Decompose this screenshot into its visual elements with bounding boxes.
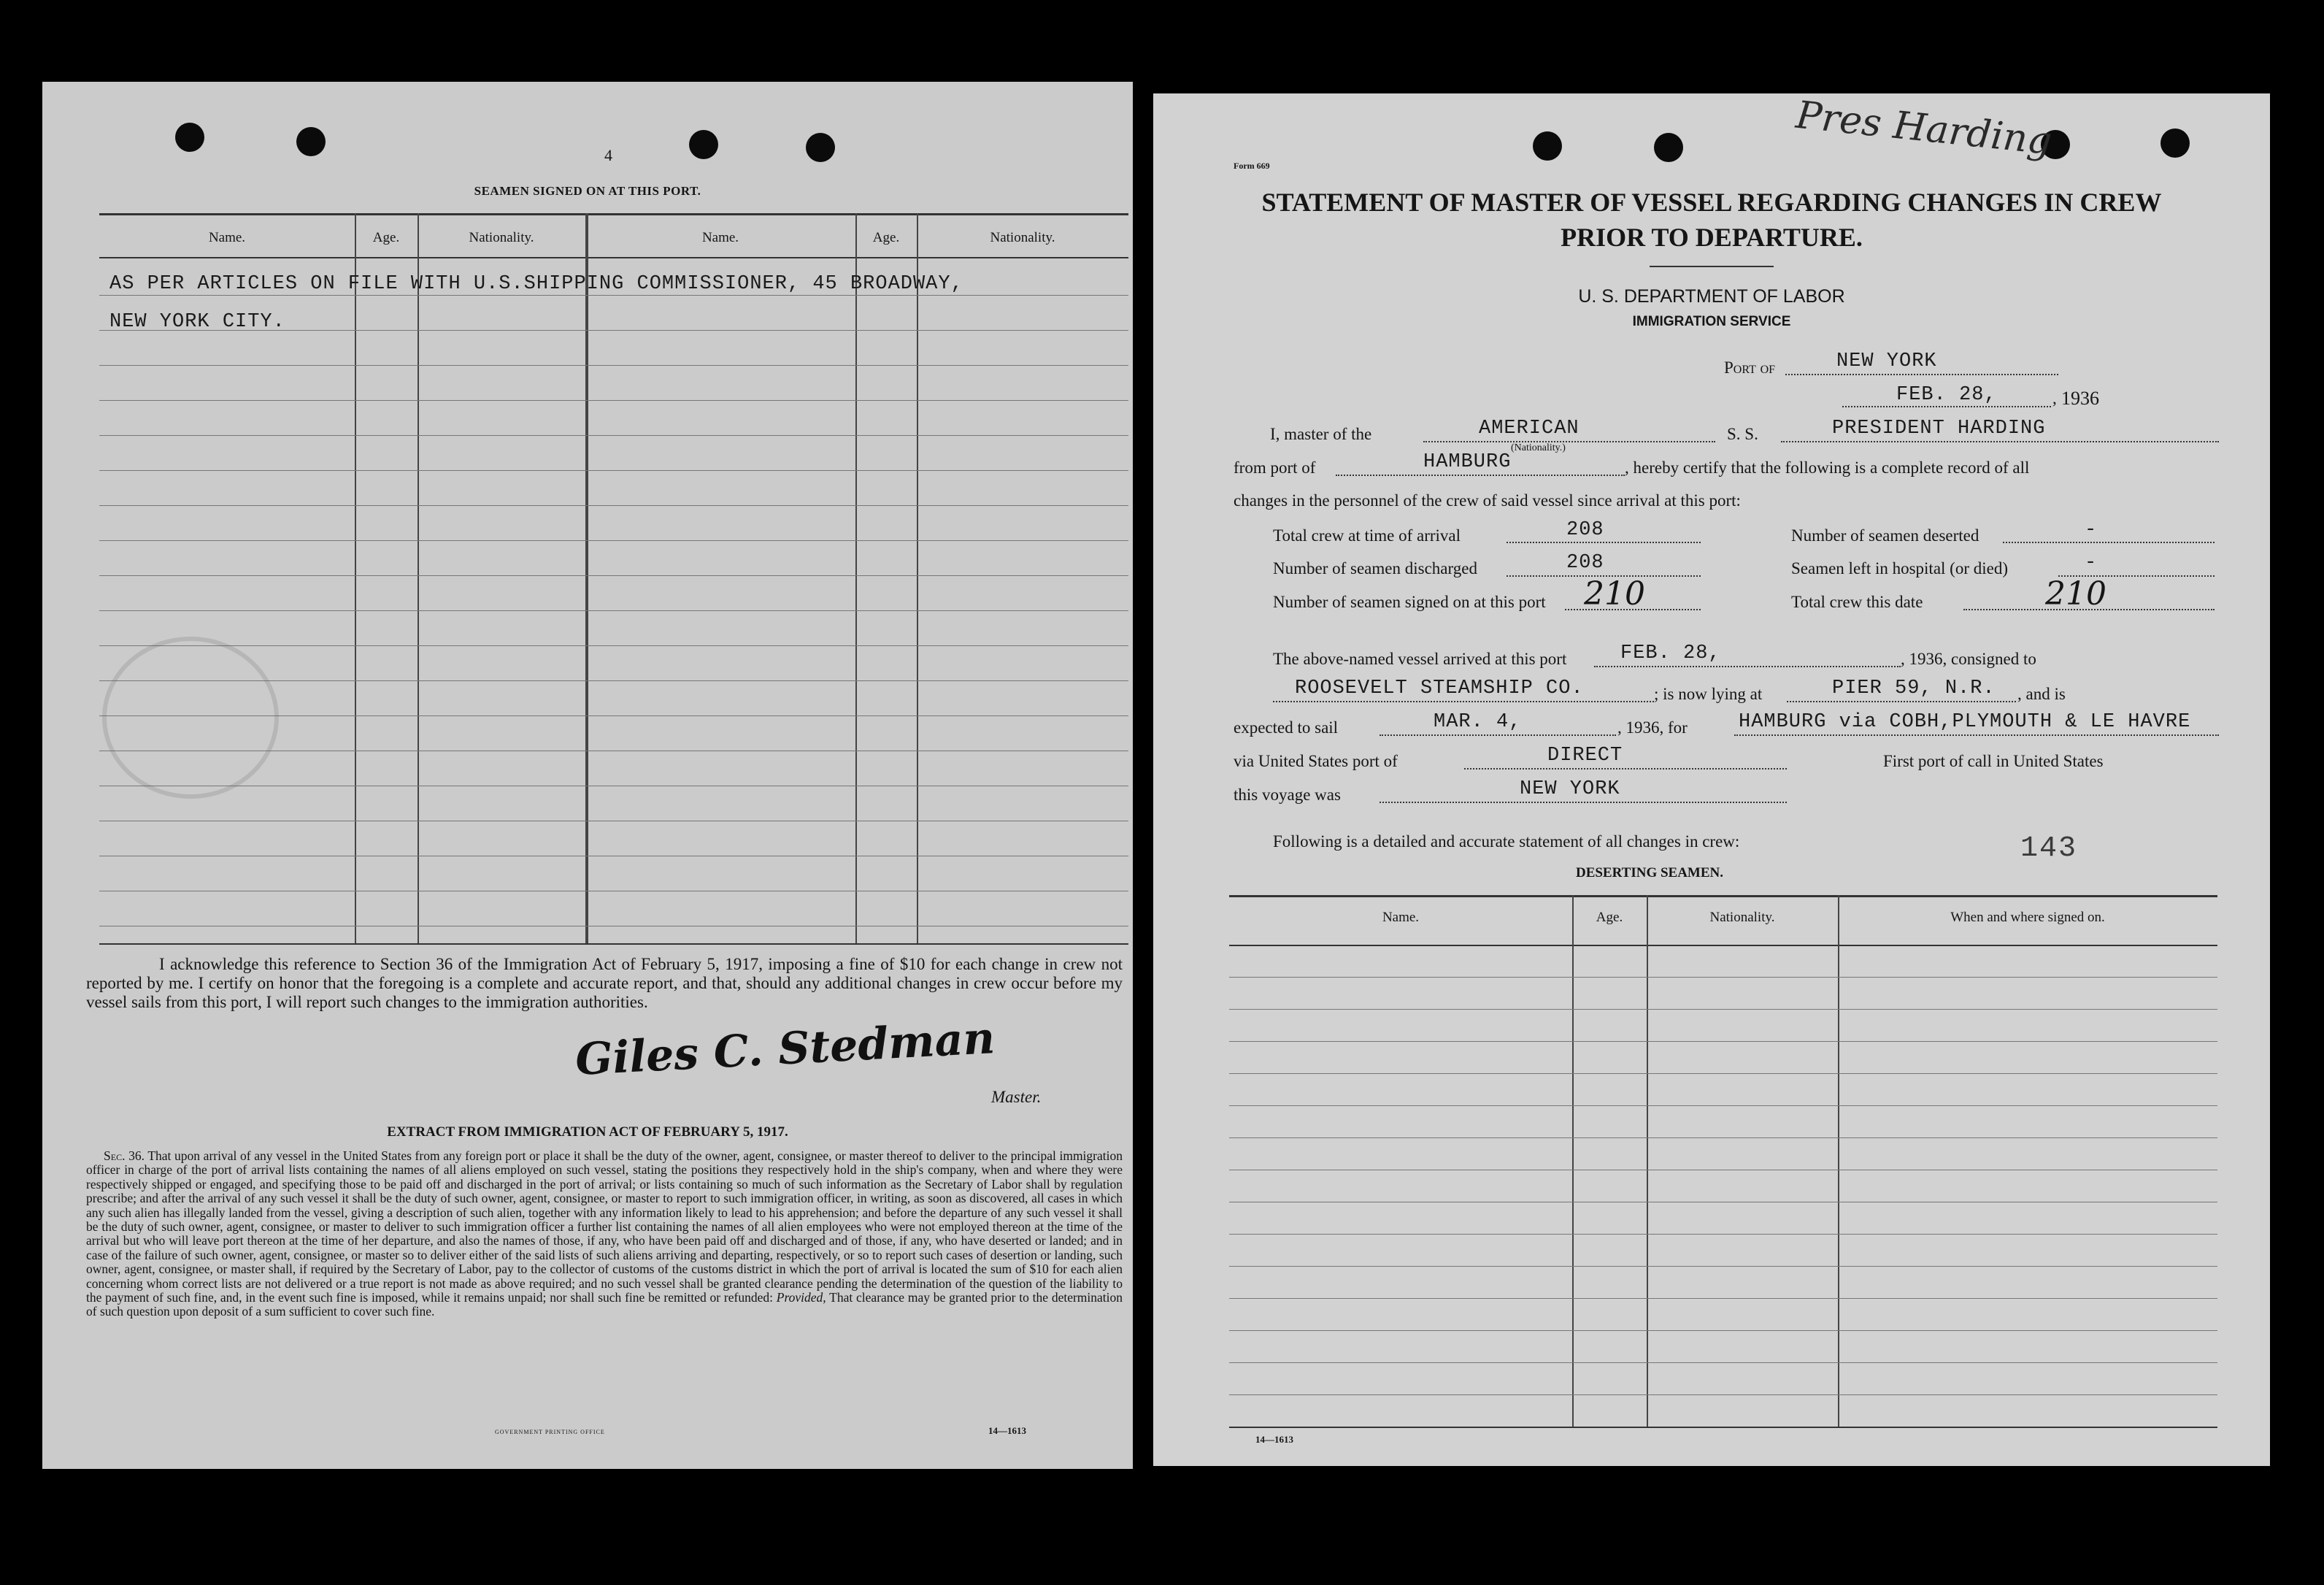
punch-hole (175, 123, 204, 152)
extract-section: Sec. 36. (104, 1148, 145, 1163)
table-row-rule (1229, 1362, 2217, 1363)
following-text: Following is a detailed and accurate statement of all changes in crew: (1273, 832, 1740, 851)
col-header-name: Name. (208, 230, 246, 245)
extract-body (86, 1149, 1123, 1319)
left-page (42, 82, 1133, 1469)
table-header-rule (99, 257, 1128, 258)
port-label: Port of (1724, 358, 1776, 377)
punch-hole (2161, 128, 2190, 158)
discharged-label: Number of seamen discharged (1273, 559, 1477, 577)
arrived-year: , 1936, consigned to (1901, 650, 2036, 668)
column-divider (1647, 895, 1648, 1427)
deserting-bottom-rule (1229, 1427, 2217, 1428)
total-date-label: Total crew this date (1791, 593, 1923, 611)
table-row-rule (99, 365, 1128, 366)
handwritten-note: Pres Harding (1793, 93, 2054, 164)
ss-label: S. S. (1727, 425, 1758, 443)
punch-hole (1533, 131, 1562, 161)
service: IMMIGRATION SERVICE (1632, 314, 1791, 329)
col-header-age-2: Age. (872, 230, 900, 245)
column-divider (917, 213, 918, 943)
year-comma: , (2052, 389, 2057, 407)
destination-dotline (1734, 734, 2219, 736)
printing-office: GOVERNMENT PRINTING OFFICE (495, 1429, 605, 1435)
deserting-col-name: Name. (1382, 910, 1420, 925)
sail-year: , 1936, for (1617, 718, 1688, 737)
signed-on-label: Number of seamen signed on at this port (1273, 593, 1546, 611)
deserted-value: - (2085, 519, 2098, 541)
table-row-rule (99, 295, 1128, 296)
deserting-table-top-rule (1229, 895, 2217, 897)
hospital-value: - (2085, 552, 2098, 574)
consignee-dotline (1273, 701, 1654, 702)
master-label: Master. (991, 1088, 1042, 1106)
form-title-line2: PRIOR TO DEPARTURE. (1561, 223, 1863, 252)
table-row-rule (99, 645, 1128, 646)
table-row-rule (1229, 1266, 2217, 1267)
arrived-date: FEB. 28, (1620, 642, 1721, 664)
column-divider (1572, 895, 1574, 1427)
destination: HAMBURG via COBH,PLYMOUTH & LE HAVRE (1739, 711, 2191, 733)
extract-proviso: That clearance may be granted prior to the determination of such question upon deposit of a sum sufficient to cover such fine. (86, 1290, 1123, 1319)
faint-stamp (102, 637, 279, 799)
table-row-rule (99, 470, 1128, 471)
pier-dotline (1787, 701, 2016, 702)
voyage-label: this voyage was (1234, 786, 1341, 804)
deserted-dotline (2003, 542, 2215, 543)
acknowledgement-text: I acknowledge this reference to Section 36 of the Immigration Act of February 5, 1917, imposing a fine of $10 for each change in crew not reported by me. I certify on honor that the foregoing is a complete and accurate report, and that, should any additional changes in crew occur before my vessel sails from this port, I will report such changes to the immigration authorities. (86, 955, 1123, 1011)
sail-date: MAR. 4, (1434, 711, 1522, 733)
deserting-col-nationality: Nationality. (1709, 910, 1775, 925)
signed-on-value: 210 (1584, 575, 1645, 613)
form-label: Form 669 (1234, 161, 1270, 171)
department: U. S. DEPARTMENT OF LABOR (1578, 286, 1845, 307)
table-row-rule (1229, 1394, 2217, 1395)
column-divider (585, 213, 588, 943)
hospital-label: Seamen left in hospital (or died) (1791, 559, 2009, 577)
deserting-header-rule (1229, 945, 2217, 946)
form-title-line1: STATEMENT OF MASTER OF VESSEL REGARDING CHANGES IN CREW (1261, 188, 2162, 217)
table-row-rule (1229, 1137, 2217, 1138)
certify-text-2: changes in the personnel of the crew of said vessel since arrival at this port: (1234, 491, 1741, 510)
voyage-value: NEW YORK (1520, 778, 1620, 800)
column-divider (355, 213, 356, 943)
expected-label: expected to sail (1234, 718, 1339, 737)
nationality-dotline (1423, 441, 1715, 442)
table-row-rule (99, 505, 1128, 506)
punch-hole (1654, 133, 1683, 162)
right-form-code: 14—1613 (1255, 1434, 1293, 1445)
via-dotline (1464, 768, 1787, 770)
typed-row-2: NEW YORK CITY. (109, 311, 285, 333)
column-divider (418, 213, 419, 943)
first-port-label: First port of call in United States (1883, 752, 2104, 770)
port-dotline (1785, 374, 2058, 375)
sail-dotline (1380, 734, 1616, 736)
lying-text: ; is now lying at (1654, 685, 1763, 703)
and-is: , and is (2017, 685, 2066, 703)
col-header-nationality: Nationality. (469, 230, 534, 245)
table-row-rule (1229, 977, 2217, 978)
table-bottom-rule (99, 943, 1128, 945)
total-arrival-dotline (1507, 542, 1701, 543)
arrived-text: The above-named vessel arrived at this port (1273, 650, 1567, 668)
consignee: ROOSEVELT STEAMSHIP CO. (1295, 678, 1584, 699)
table-row-rule (1229, 1234, 2217, 1235)
table-row-rule (99, 610, 1128, 611)
table-row-rule (1229, 1041, 2217, 1042)
stamp-number: 143 (2020, 832, 2078, 865)
punch-hole (296, 127, 326, 156)
total-date-value: 210 (2045, 575, 2106, 613)
total-arrival-value: 208 (1566, 519, 1604, 541)
column-divider (1838, 895, 1839, 1427)
extract-title: EXTRACT FROM IMMIGRATION ACT OF FEBRUARY 5, 1917. (387, 1124, 788, 1140)
extract-proviso-label: Provided, (776, 1290, 826, 1305)
nationality-caption: (Nationality.) (1511, 442, 1566, 453)
table-row-rule (1229, 1298, 2217, 1299)
date-value: FEB. 28, (1896, 384, 1997, 406)
deserting-col-when-where: When and where signed on. (1950, 910, 2105, 925)
table-row-rule (99, 400, 1128, 401)
col-header-nationality-2: Nationality. (990, 230, 1055, 245)
arrived-dotline (1594, 666, 1901, 667)
table-top-rule (99, 213, 1128, 215)
via-label: via United States port of (1234, 752, 1398, 770)
punch-hole (806, 133, 835, 162)
col-header-name-2: Name. (701, 230, 739, 245)
ship-name: PRESIDENT HARDING (1832, 418, 2046, 440)
from-port-label: from port of (1234, 458, 1316, 477)
master-signature: Giles C. Stedman (574, 1012, 996, 1086)
column-divider (855, 213, 857, 943)
table-row-rule (1229, 1009, 2217, 1010)
table-row-rule (99, 575, 1128, 576)
total-arrival-label: Total crew at time of arrival (1273, 526, 1461, 545)
extract-text: That upon arrival of any vessel in the United States from any foreign port or place it shall be the duty of the owner, agent, consignee, or master thereof to deliver to the principal immigration officer in charge of the port of arrival lists containing the names of all aliens employed on such vessel, stating the positions they respectively hold in the ship's company, when and where they were respectively shipped or engaged, and specifying those to be paid off and discharged in the port of arrival; or lists containing so much of such information as the Secretary of Labor shall by regulation prescribe; and after the arrival of any such vessel it shall be the duty of such owner, agent, consignee, or master to report to such immigration officer, in writing, as soon as discovered, all cases in which any such alien has illegally landed from the vessel, giving a description of such alien, together with any information likely to lead to his apprehension; and before the departure of any such vessel it shall be the duty of such owner, agent, consignee, or master to deliver to such immigration officer a further list containing the names of all alien employees who were not employed thereon at the time of the arrival but who will leave port thereon at the time of her departure, and also the names of those, if any, who have been paid off and discharged and of those, if any, who have deserted or landed; and in case of the failure of such owner, agent, consignee, or master so to deliver either of the said lists of such aliens arriving and departing, respectively, or so to report such cases of desertion or landing, such owner, agent, consignee, or master shall, if required by the Secretary of Labor, pay to the collector of customs of the customs district in which the port of arrival is located the sum of $10 for each alien concerning whom correct lists are not delivered or a true report is not made as above required; and no such vessel shall be granted clearance pending the determination of the question of the liability to the payment of such fine, and, in the event such fine is imposed, while it remains unpaid; nor shall such fine be remitted or refunded: (86, 1148, 1123, 1305)
nationality-value: AMERICAN (1479, 418, 1580, 440)
left-form-code: 14—1613 (988, 1425, 1026, 1436)
pier: PIER 59, N.R. (1832, 678, 1996, 699)
from-port-value: HAMBURG (1423, 451, 1512, 473)
left-title: SEAMEN SIGNED ON AT THIS PORT. (474, 184, 701, 198)
port-value: NEW YORK (1836, 350, 1937, 372)
certify-text: , hereby certify that the following is a complete record of all (1625, 458, 2030, 477)
from-port-dotline (1336, 475, 1625, 476)
ship-dotline (1781, 441, 2219, 442)
deserting-title: DESERTING SEAMEN. (1575, 865, 1724, 880)
table-row-rule (1229, 1330, 2217, 1331)
table-row-rule (99, 540, 1128, 541)
table-row-rule (1229, 1105, 2217, 1106)
discharged-value: 208 (1566, 552, 1604, 574)
deserting-col-age: Age. (1596, 910, 1623, 925)
typed-row-1: AS PER ARTICLES ON FILE WITH U.S.SHIPPING COMMISSIONER, 45 BROADWAY, (109, 273, 963, 295)
table-row-rule (1229, 1073, 2217, 1074)
title-underline (1650, 266, 1774, 267)
table-row-rule (99, 435, 1128, 436)
master-of-the: I, master of the (1270, 425, 1372, 443)
punch-hole (689, 130, 718, 159)
deserted-label: Number of seamen deserted (1791, 526, 1979, 545)
page-number: 4 (604, 146, 612, 164)
right-page (1153, 93, 2270, 1466)
col-header-age: Age. (372, 230, 400, 245)
date-dotline (1842, 406, 2051, 407)
year-value: 1936 (2061, 388, 2099, 409)
voyage-dotline (1380, 802, 1787, 803)
via-value: DIRECT (1547, 745, 1623, 767)
